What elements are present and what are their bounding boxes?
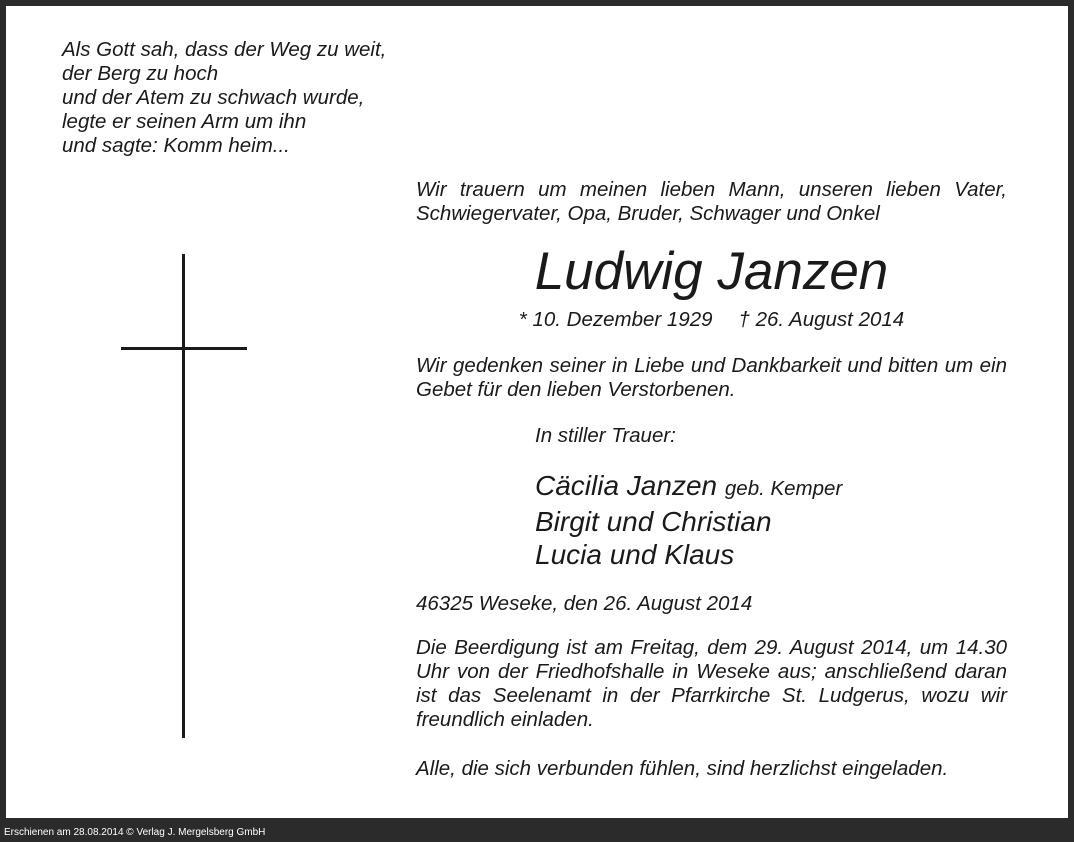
deceased-name: Ludwig Janzen xyxy=(534,242,889,301)
mourner-name: Lucia und Klaus xyxy=(535,539,735,570)
poem-line: Als Gott sah, dass der Weg zu weit, xyxy=(62,38,387,61)
mourning-heading: In stiller Trauer: xyxy=(535,424,676,447)
poem-line: legte er seinen Arm um ihn xyxy=(62,110,307,133)
memory-text: Wir gedenken seiner in Liebe und Dankbarkeit und bitten um ein Gebet für den lieben Verstorbenen. xyxy=(416,354,1007,401)
life-dates xyxy=(416,308,1007,332)
place-date: 46325 Weseke, den 26. August 2014 xyxy=(416,592,753,615)
publication-footer: Erschienen am 28.08.2014 © Verlag J. Mergelsberg GmbH xyxy=(4,827,266,838)
birth-date: * 10. Dezember 1929 xyxy=(518,308,713,331)
poem xyxy=(62,38,386,158)
funeral-info: Die Beerdigung ist am Freitag, dem 29. August 2014, um 14.30 Uhr von der Friedhofshalle in Weseke aus; anschließend daran ist das Seelenamt in der Pfarrkirche St. Ludgerus, wozu wir freundlich einladen. xyxy=(416,636,1007,731)
maiden-name-note: geb. Kemper xyxy=(724,477,843,500)
mourner-name: Cäcilia Janzen xyxy=(535,470,718,501)
death-date: † 26. August 2014 xyxy=(738,308,905,331)
invitation-text: Alle, die sich verbunden fühlen, sind herzlichst eingeladen. xyxy=(416,757,949,780)
mourner-name: Birgit und Christian xyxy=(535,506,772,537)
intro-text: Wir trauern um meinen lieben Mann, unseren lieben Vater, Schwiegervater, Opa, Bruder, Schwager und Onkel xyxy=(416,178,1007,225)
cross-icon xyxy=(182,254,185,738)
mourners-list xyxy=(535,469,842,571)
mourner-row xyxy=(535,469,842,505)
poem-line: und sagte: Komm heim... xyxy=(62,134,290,157)
poem-line: der Berg zu hoch xyxy=(62,62,219,85)
cross-bar xyxy=(121,347,247,350)
poem-line: und der Atem zu schwach wurde, xyxy=(62,86,365,109)
obituary-notice xyxy=(6,6,1068,818)
